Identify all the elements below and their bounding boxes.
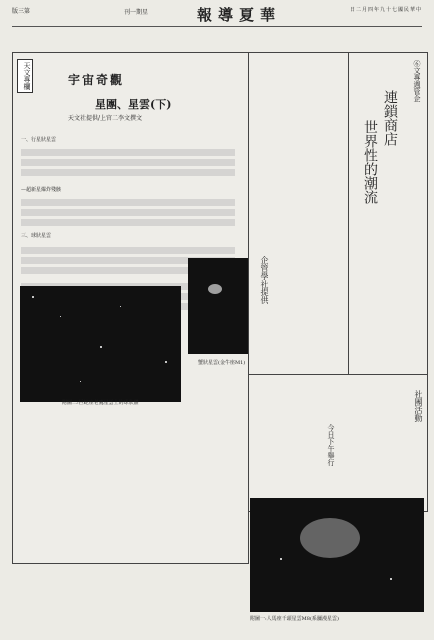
masthead-right: 日二月四年九十七國民華中 — [349, 7, 422, 13]
middle-title: 企管學社提供 — [260, 256, 269, 304]
masthead-title: 報導夏華 — [197, 6, 282, 24]
crab-nebula-photo — [188, 258, 248, 354]
right-title-2: 世界性的潮流 — [362, 120, 378, 204]
left-tag: 天文專欄 — [17, 59, 33, 93]
bottom-right-box — [248, 374, 428, 512]
masthead-left: 版三第 — [12, 8, 31, 15]
caption-photo1: 附圖二:巨蛇座老鷹星雲上的球狀體 — [62, 400, 139, 406]
section-2: —超新星爆炸殘骸 — [21, 187, 62, 193]
right-title-1: 連鎖商店 — [382, 90, 398, 146]
bottom-right-text: 今日下午舉行 — [327, 424, 335, 466]
globular-cluster-photo — [20, 286, 181, 402]
masthead-mid: 刊一期星 — [124, 9, 149, 16]
byline: 天文社提供/上官二李文撰文 — [68, 115, 143, 122]
section-1: 一、行星狀星雲 — [21, 137, 57, 143]
title-1: 宇宙奇觀 — [68, 73, 125, 87]
title-2: 星團、星雲(下) — [95, 98, 172, 111]
bottom-right-title: 社團活動 — [414, 390, 423, 422]
section-3: 三、球狀星雲 — [21, 233, 52, 239]
caption-photo2: 附圖一:人馬座千頭星雲M8(系瀰漫星雲) — [250, 616, 339, 622]
caption-crab: 蟹狀星雲(金牛座M1) — [198, 360, 246, 366]
masthead — [12, 4, 422, 27]
lagoon-nebula-photo — [250, 498, 424, 612]
right-tag: ⑥文專週管企 — [413, 60, 421, 102]
